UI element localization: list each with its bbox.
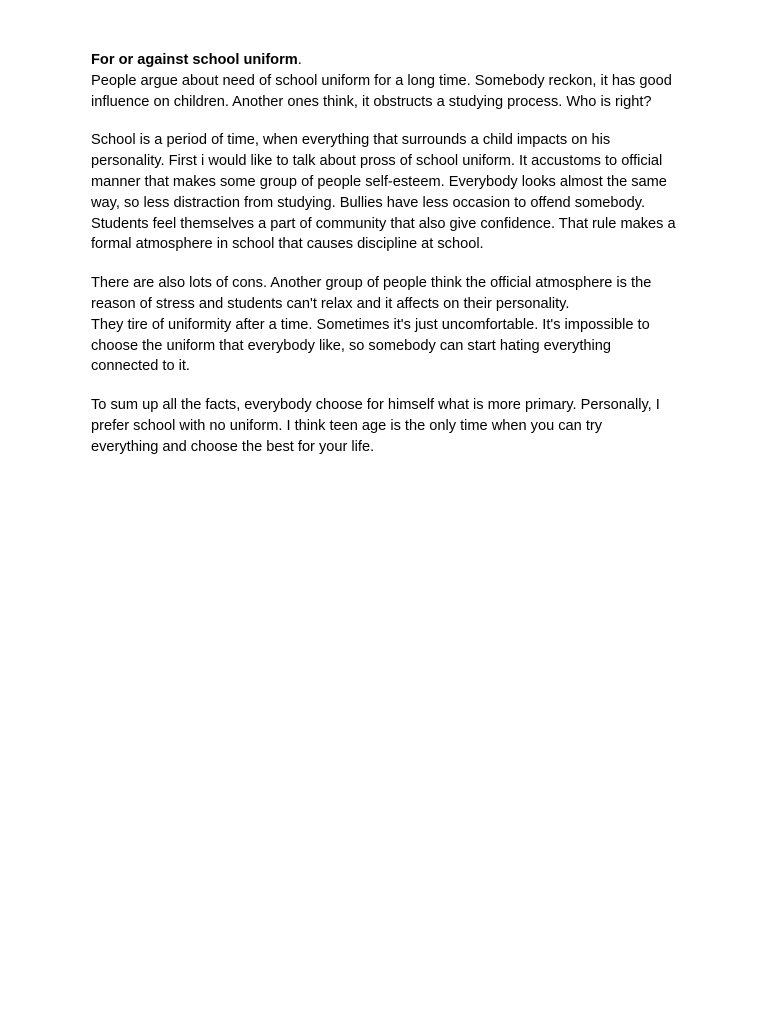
paragraph-line: People argue about need of school uniform for a long time. Somebody reckon, it has good: [91, 72, 672, 89]
title-text: For or against school uniform: [91, 52, 298, 68]
paragraph-line: influence on children. Another ones think, it obstructs a studying process. Who is right?: [91, 93, 652, 110]
paragraph-line: connected to it.: [91, 358, 190, 375]
paragraph-line: way, so less distraction from studying. Bullies have less occasion to offend somebody.: [91, 194, 646, 211]
document-page: [91, 50, 731, 476]
paragraph-line: manner that makes some group of people self-esteem. Everybody looks almost the same: [91, 173, 667, 190]
paragraph-line: Students feel themselves a part of community that also give confidence. That rule makes a: [91, 215, 676, 232]
paragraph-pros: [91, 130, 731, 255]
title-period: .: [297, 52, 302, 68]
paragraph-line: everything and choose the best for your life.: [91, 438, 375, 455]
paragraph-line: prefer school with no uniform. I think teen age is the only time when you can try: [91, 417, 603, 434]
paragraph-line: personality. First i would like to talk about pross of school uniform. It accustoms to official: [91, 153, 663, 170]
paragraph-cons: [91, 273, 731, 377]
paragraph-line: They tire of uniformity after a time. Sometimes it's just uncomfortable. It's impossible to: [91, 316, 650, 333]
paragraph-line: formal atmosphere in school that causes discipline at school.: [91, 236, 484, 253]
paragraph-line: To sum up all the facts, everybody choose for himself what is more primary. Personally, I: [91, 397, 660, 414]
paragraph-line: choose the uniform that everybody like, so somebody can start hating everything: [91, 337, 611, 354]
paragraph-line: School is a period of time, when everything that surrounds a child impacts on his: [91, 132, 611, 149]
paragraph-conclusion: [91, 395, 731, 457]
intro-block: [91, 50, 731, 112]
document-title: [91, 50, 731, 71]
paragraph-line: There are also lots of cons. Another group of people think the official atmosphere is the: [91, 275, 652, 292]
paragraph-line: reason of stress and students can't relax and it affects on their personality.: [91, 295, 570, 312]
